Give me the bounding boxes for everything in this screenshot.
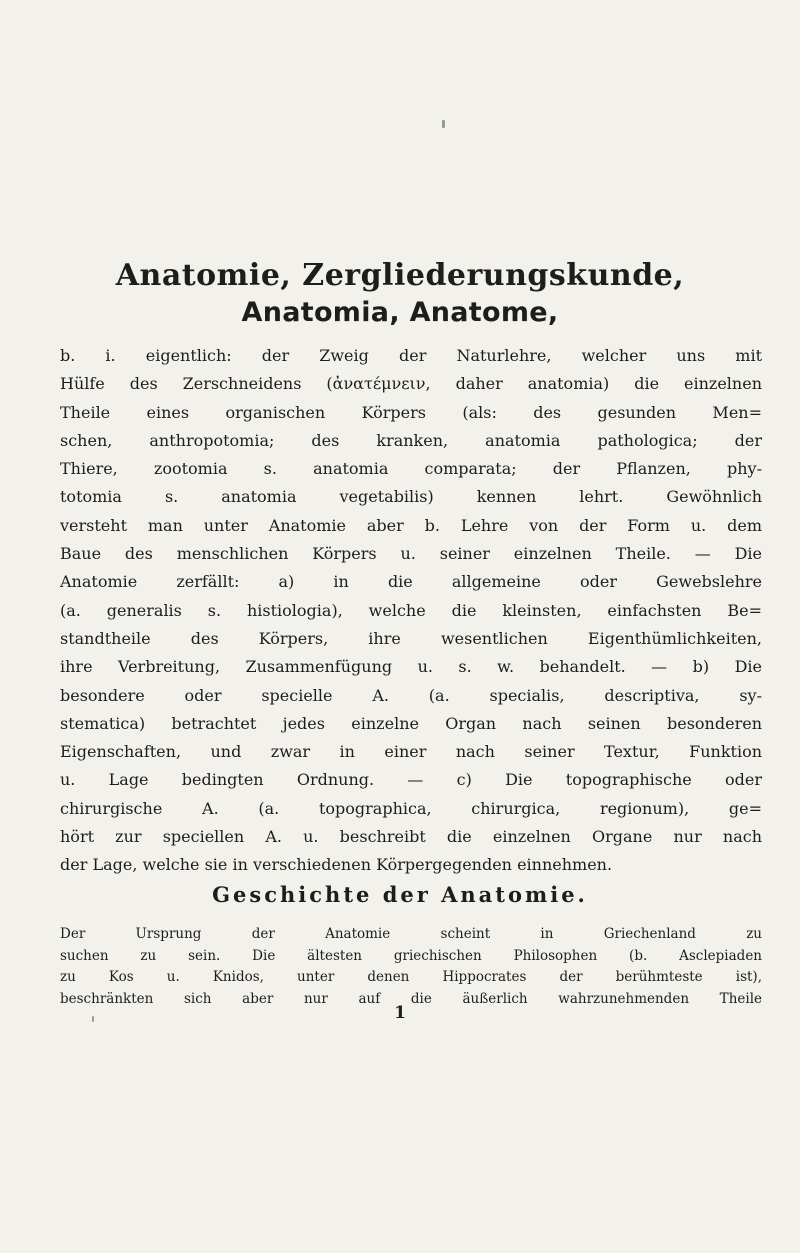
body-line: versteht man unter Anatomie aber b. Lehre von der Form u. dem	[60, 515, 762, 535]
body-line: besondere oder specielle A. (a. specialis, descriptiva, sy-	[60, 685, 762, 705]
section-heading: Geschichte der Anatomie.	[212, 882, 588, 907]
paper-speck	[442, 120, 445, 128]
body-line: schen, anthropotomia; des kranken, anatomia pathologica; der	[60, 430, 762, 450]
entry-subheading: Anatomia, Anatome,	[241, 297, 559, 328]
body-line: der Lage, welche sie in verschiedenen Körpergegenden einnehmen.	[60, 855, 613, 875]
page-number: 1	[394, 1003, 406, 1023]
entry-body	[60, 342, 762, 880]
body-line: b. i. eigentlich: der Zweig der Naturlehre, welcher uns mit	[60, 346, 762, 365]
paper-speck	[92, 1016, 94, 1022]
body-line: totomia s. anatomia vegetabilis) kennen lehrt. Gewöhnlich	[60, 487, 762, 507]
section-line: suchen zu sein. Die ältesten griechischen Philosophen (b. Asclepiaden	[60, 947, 762, 964]
body-line: chirurgische A. (a. topographica, chirurgica, regionum), ge=	[60, 798, 762, 818]
section-line: Der Ursprung der Anatomie scheint in Griechenland zu	[60, 926, 762, 942]
body-line: hört zur speciellen A. u. beschreibt die einzelnen Organe nur nach	[60, 827, 762, 847]
body-line: standtheile des Körpers, ihre wesentlichen Eigenthümlichkeiten,	[60, 628, 762, 648]
body-line: Eigenschaften, und zwar in einer nach seiner Textur, Funktion	[60, 742, 762, 762]
body-line: ihre Verbreitung, Zusammenfügung u. s. w. behandelt. — b) Die	[60, 657, 762, 677]
section-body	[60, 924, 762, 1010]
body-line: Baue des menschlichen Körpers u. seiner einzelnen Theile. — Die	[60, 544, 762, 564]
section-line: beschränkten sich aber nur auf die äußerlich wahrzunehmenden Theile	[60, 990, 762, 1007]
body-line: Hülfe des Zerschneidens (ἀνατέμνειν, daher anatomia) die einzelnen	[60, 374, 762, 394]
section-line: zu Kos u. Knidos, unter denen Hippocrates der berühmteste ist),	[60, 969, 762, 985]
body-line: Theile eines organischen Körpers (als: des gesunden Men=	[60, 402, 762, 422]
body-line: (a. generalis s. histiologia), welche die kleinsten, einfachsten Be=	[60, 600, 762, 620]
body-line: stematica) betrachtet jedes einzelne Organ nach seinen besonderen	[60, 713, 762, 733]
body-line: Anatomie zerfällt: a) in die allgemeine oder Gewebslehre	[60, 572, 762, 592]
entry-heading: Anatomie, Zergliederungskunde,	[115, 258, 685, 293]
body-line: u. Lage bedingten Ordnung. — c) Die topographische oder	[60, 770, 762, 790]
body-line: Thiere, zootomia s. anatomia comparata; der Pflanzen, phy-	[60, 459, 762, 479]
